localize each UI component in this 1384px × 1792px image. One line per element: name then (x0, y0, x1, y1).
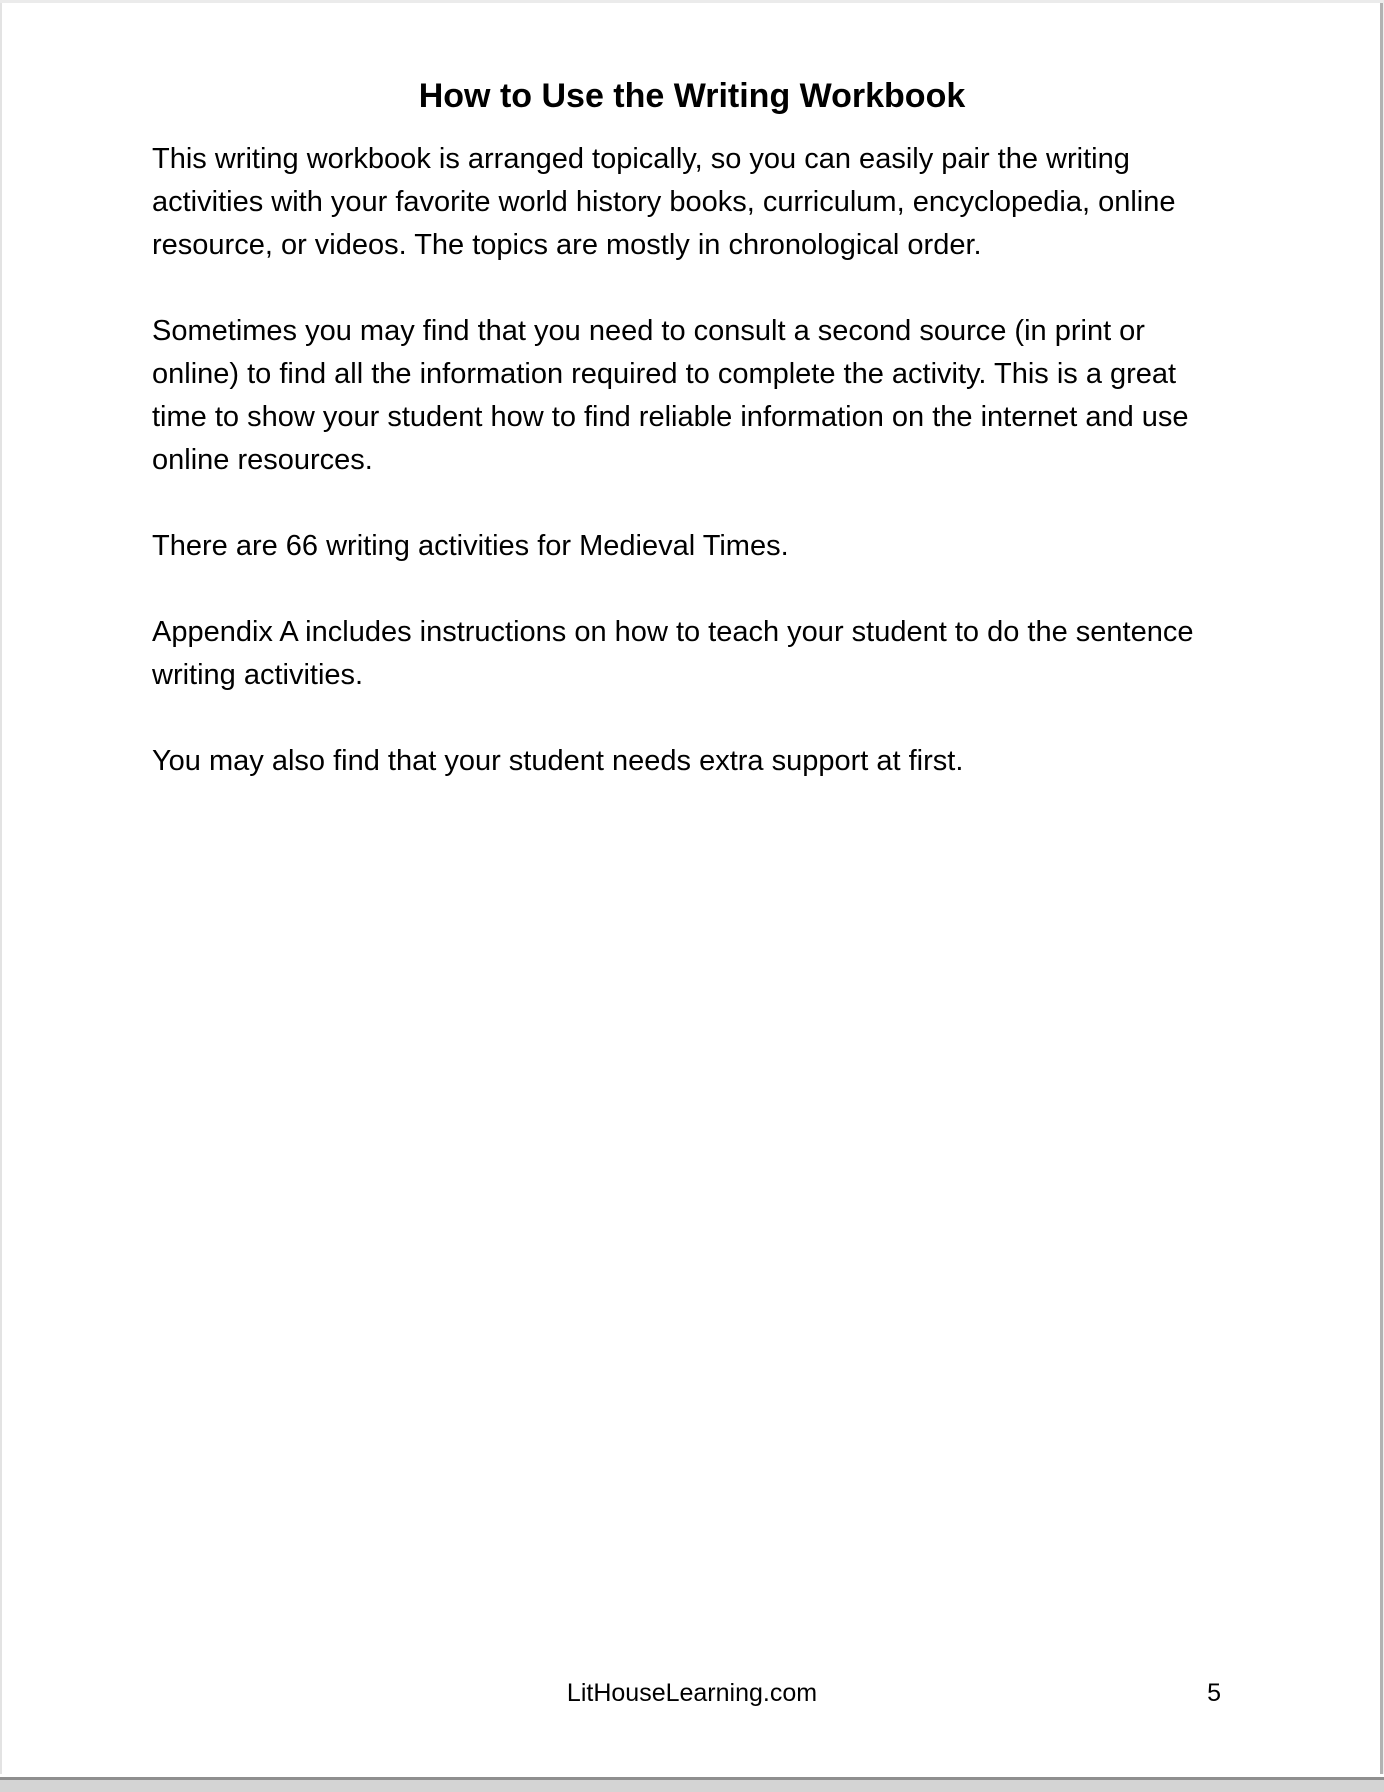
footer-website: LitHouseLearning.com (566, 1679, 818, 1707)
paragraph-extra-support: You may also find that your student needs extra support at first. (152, 745, 964, 777)
page-edge-right (1380, 3, 1383, 1774)
paragraph-activity-count: There are 66 writing activities for Medieval Times. (152, 530, 789, 562)
page-title: How to Use the Writing Workbook (418, 77, 966, 115)
paragraph-appendix: Appendix A includes instructions on how to teach your student to do the sentence writing activities. (152, 616, 1194, 691)
page-number: 5 (1207, 1679, 1221, 1707)
paragraph-intro: This writing workbook is arranged topically, so you can easily pair the writing activities with your favorite world history books, curriculum, encyclopedia, online resource, or videos. The topics are mostly in chronological order. (152, 143, 1176, 261)
body-text (152, 138, 1232, 783)
page-footer (0, 1678, 1384, 1708)
page-edge-top (0, 0, 1384, 3)
page-edge-bottom (0, 1777, 1384, 1792)
page-edge-left (0, 3, 2, 1774)
paragraph-second-source: Sometimes you may find that you need to consult a second source (in print or online) to find all the information required to complete the activity. This is a great time to show your student how to find reliable information on the internet and use online resources. (152, 315, 1189, 476)
